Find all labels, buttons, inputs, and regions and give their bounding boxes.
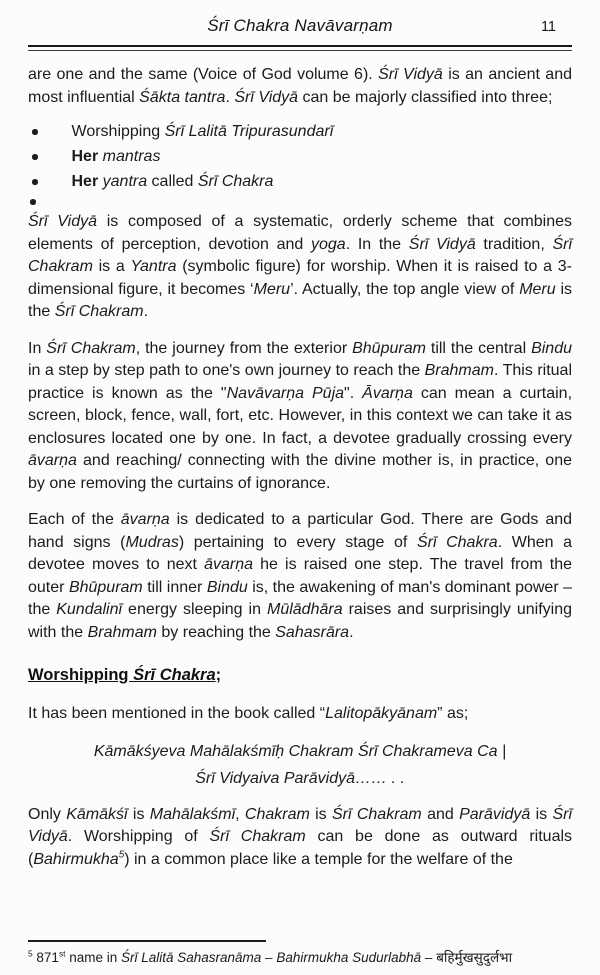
list-item [28, 144, 572, 169]
footnote-area [28, 934, 572, 967]
paragraph-only-kamaksi: Only Kāmākśī is Mahālakśmī, Chakram is Śrī Chakram and Parāvidyā is Śrī Vidyā. Worshipping of Śrī Chakram can be done as outward rituals (Bahirmukha$^5$) in a common place like a temple for the welfare of the [28, 805, 573, 868]
paragraph-sri-vidya: Śrī Vidyā is composed of a systematic, orderly scheme that combines elements of perception, devotion and yoga. In the Śrī Vidyā tradition, Śrī Chakram is a Yantra (symbolic figure) for worship. When it is raised to a 3-dimensional figure, it becomes ‘Meru’. Actually, the top angle view of Meru is the Śrī Chakram. [28, 213, 573, 320]
paragraph-journey: In Śrī Chakram, the journey from the exterior Bhūpuram till the central Bindu in a step by step path to one's own journey to reach the Brahmam. This ritual practice is known as the "Navāvarṇa Pūja". Āvarṇa can mean a curtain, screen, block, fence, wall, fort, etc. However, in this context we can take it as enclosures located one by one. In fact, a devotee gradually crossing every āvarṇa and reaching/ connecting with the divine mother is, in practice, one by one removing the curtains of ignorance. [28, 339, 573, 492]
paragraph-avarna-gods: Each of the āvarṇa is dedicated to a particular God. There are Gods and hand signs (Mudras) pertaining to every stage of Śrī Chakra. When a devotee moves to next āvarṇa he is raised one step. The travel from the outer Bhūpuram till inner Bindu is, the awakening of man's dominant power – the Kundalinī energy sleeping in Mūlādhāra raises and surprisingly unifying with the Brahmam by reaching the Sahasrāra. [28, 511, 573, 641]
paragraph-mentioned: It has been mentioned in the book called “Lalitopākyānam” as; [28, 705, 469, 722]
page-number: 11 [540, 19, 556, 35]
list-item-text: Her mantras [71, 148, 161, 165]
list-item [28, 119, 572, 144]
verse-line-1: Kāmākśyeva Mahālakśmīḥ Chakram Śrī Chakrameva Ca | [93, 742, 507, 760]
bullet-icon [32, 154, 38, 160]
verse-line-2: Śrī Vidyaiva Parāvidyā…… . . [195, 769, 405, 787]
list-item-text: Her yantra called Śrī Chakra [71, 173, 274, 190]
bullet-icon [32, 129, 38, 135]
bullet-list [28, 119, 572, 209]
list-item [28, 169, 572, 194]
header-rule [28, 45, 572, 51]
bullet-icon [30, 199, 36, 205]
list-item-empty [28, 194, 572, 209]
footnote-rule [28, 940, 266, 942]
running-title: Śrī Chakra Navāvarṇam [207, 16, 393, 35]
list-item-text: Worshipping Śrī Lalitā Tripurasundarī [71, 123, 334, 140]
bullet-icon [32, 179, 38, 185]
footnote-text: $^5$ 871st name in Śrī Lalitā Sahasranāma – Bahirmukha Sudurlabhā – बहिर्मुखसुदुर्लभा [28, 948, 513, 965]
section-heading-worshipping: Worshipping Śrī Chakra; [28, 666, 222, 684]
page-header [28, 16, 572, 40]
paragraph-intro: are one and the same (Voice of God volume 6). Śrī Vidyā is an ancient and most influential Śākta tantra. Śrī Vidyā can be majorly classified into three; [28, 66, 573, 106]
verse-block [28, 738, 572, 792]
